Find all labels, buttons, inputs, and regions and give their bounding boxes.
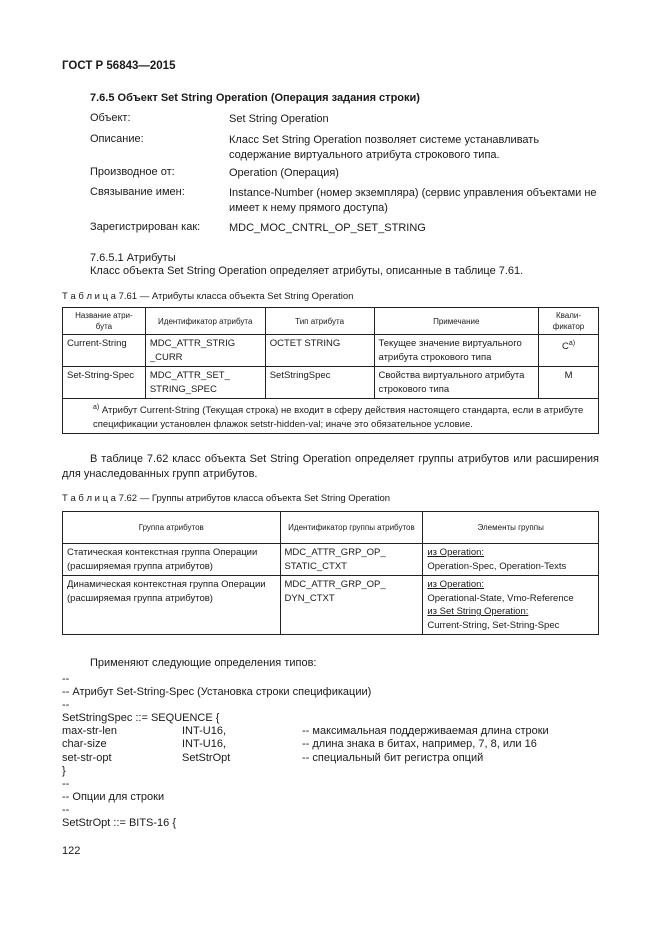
def-value-object: Set String Operation	[229, 113, 329, 125]
cell-note: Текущее значение виртуального атрибута строкового типа	[374, 335, 539, 367]
cell-id: MDC_ATTR_STRIG _CURR	[145, 335, 265, 367]
code-line: set-str-opt SetStrOpt -- специальный бит регистра опций	[62, 751, 484, 764]
col-header-qualifier: Квали-фикатор	[539, 308, 599, 335]
document-header: ГОСТ Р 56843—2015	[62, 60, 176, 72]
cell-elements	[423, 544, 599, 576]
col-header-name: Название атри-бута	[63, 308, 146, 335]
table-header-row	[63, 308, 599, 335]
cell-id: MDC_ATTR_SET_ STRING_SPEC	[145, 367, 265, 399]
def-value-registered: MDC_MOC_CNTRL_OP_SET_STRING	[229, 222, 426, 234]
elements-list: Operational-State, Vmo-Reference	[427, 592, 574, 604]
def-label-description: Описание:	[90, 133, 144, 145]
cell-note: Свойства виртуального атрибута строкового типа	[374, 367, 539, 399]
cell-name: Set-String-Spec	[63, 367, 146, 399]
table-row	[63, 544, 599, 576]
page-number: 122	[62, 845, 81, 857]
def-label-derived: Производное от:	[90, 166, 175, 178]
footnote-text: Атрибут Current-String (Текущая строка) не входит в сферу действия настоящего стандарта, если в атрибуте спецификации установлен флажок setstr-hidden-val; иначе это обязательное условие.	[93, 405, 584, 430]
code-line: --	[62, 803, 70, 816]
col-header-note: Примечание	[374, 308, 539, 335]
col-header-elements: Элементы группы	[423, 512, 599, 544]
col-header-group-id: Идентификатор группы атрибутов	[280, 512, 423, 544]
attribute-groups-table	[62, 511, 599, 635]
code-line: -- Опции для строки	[62, 790, 165, 803]
elements-source-label: из Operation:	[427, 579, 485, 590]
table2-caption	[62, 493, 390, 504]
code-line: --	[62, 699, 70, 712]
code-line: }	[62, 764, 66, 777]
table1-caption	[62, 291, 353, 302]
cell-elements	[423, 576, 599, 635]
cell-group-id: MDC_ATTR_GRP_OP_ STATIC_CTXT	[280, 544, 423, 576]
code-line: SetStrOpt ::= BITS-16 {	[62, 817, 177, 830]
def-value-name-binding: Instance-Number (номер экземпляра) (сервис управления объектами не имеет к нему прямого доступа)	[229, 187, 597, 214]
code-line: --	[62, 777, 70, 790]
cell-type: SetStringSpec	[265, 367, 374, 399]
table2-caption-prefix: Т а б л и ц а	[62, 493, 116, 504]
col-header-group: Группа атрибутов	[63, 512, 281, 544]
elements-list: Current-String, Set-String-Spec	[427, 619, 560, 631]
attributes-table	[62, 307, 599, 434]
code-line: max-str-len INT-U16, -- максимальная поддерживаемая длина строки	[62, 725, 549, 738]
code-block	[62, 673, 622, 830]
cell-qualifier	[539, 335, 599, 367]
table2-caption-text: 7.62 — Группы атрибутов класса объекта Set String Operation	[118, 493, 391, 504]
cell-type: OCTET STRING	[265, 335, 374, 367]
def-label-object: Объект:	[90, 112, 131, 124]
cell-group: Статическая контекстная группа Операции (расширяемая группа атрибутов)	[63, 544, 281, 576]
table-footnote	[63, 399, 599, 434]
subsection-title: 7.6.5.1 Атрибуты	[90, 252, 176, 264]
table1-caption-text: 7.61 — Атрибуты класса объекта Set String Operation	[118, 291, 354, 302]
code-line: SetStringSpec ::= SEQUENCE {	[62, 712, 220, 725]
section-title: 7.6.5 Объект Set String Operation (Операция задания строки)	[90, 92, 420, 104]
table1-caption-prefix: Т а б л и ц а	[62, 291, 116, 302]
table-row	[63, 367, 599, 399]
cell-group-id: MDC_ATTR_GRP_OP_ DYN_CTXT	[280, 576, 423, 635]
col-header-id: Идентификатор атрибута	[145, 308, 265, 335]
def-value-derived: Operation (Операция)	[229, 167, 339, 179]
table-footnote-row	[63, 399, 599, 434]
table-header-row	[63, 512, 599, 544]
table-row	[63, 335, 599, 367]
table-row	[63, 576, 599, 635]
qualifier-value: M	[564, 370, 573, 381]
code-line: --	[62, 673, 70, 685]
code-line: char-size INT-U16, -- длина знака в битах, например, 7, 8, или 16	[62, 738, 537, 751]
cell-name: Current-String	[63, 335, 146, 367]
cell-qualifier	[539, 367, 599, 399]
cell-group: Динамическая контекстная группа Операции (расширяемая группа атрибутов)	[63, 576, 281, 635]
elements-source-label: из Set String Operation:	[427, 606, 529, 617]
elements-list: Operation-Spec, Operation-Texts	[427, 560, 567, 572]
col-header-type: Тип атрибута	[265, 308, 374, 335]
paragraph-type-defs: Применяют следующие определения типов:	[90, 657, 317, 669]
qualifier-footnote-mark: a)	[568, 340, 576, 347]
code-line: -- Атрибут Set-String-Spec (Установка строки спецификации)	[62, 686, 372, 699]
def-label-registered: Зарегистрирован как:	[90, 221, 201, 233]
subsection-text: Класс объекта Set String Operation определяет атрибуты, описанные в таблице 7.61.	[90, 265, 524, 277]
elements-source-label: из Operation:	[427, 547, 485, 558]
paragraph-table2-intro: В таблице 7.62 класс объекта Set String Operation определяет группы атрибутов или расширения для унаследованных групп атрибутов.	[62, 453, 599, 480]
qualifier-value: C	[561, 341, 569, 353]
def-value-description: Класс Set String Operation позволяет системе устанавливать содержание виртуального атрибута строкового типа.	[229, 134, 540, 161]
def-label-name-binding: Связывание имен:	[90, 186, 185, 198]
footnote-mark: a)	[93, 404, 100, 411]
